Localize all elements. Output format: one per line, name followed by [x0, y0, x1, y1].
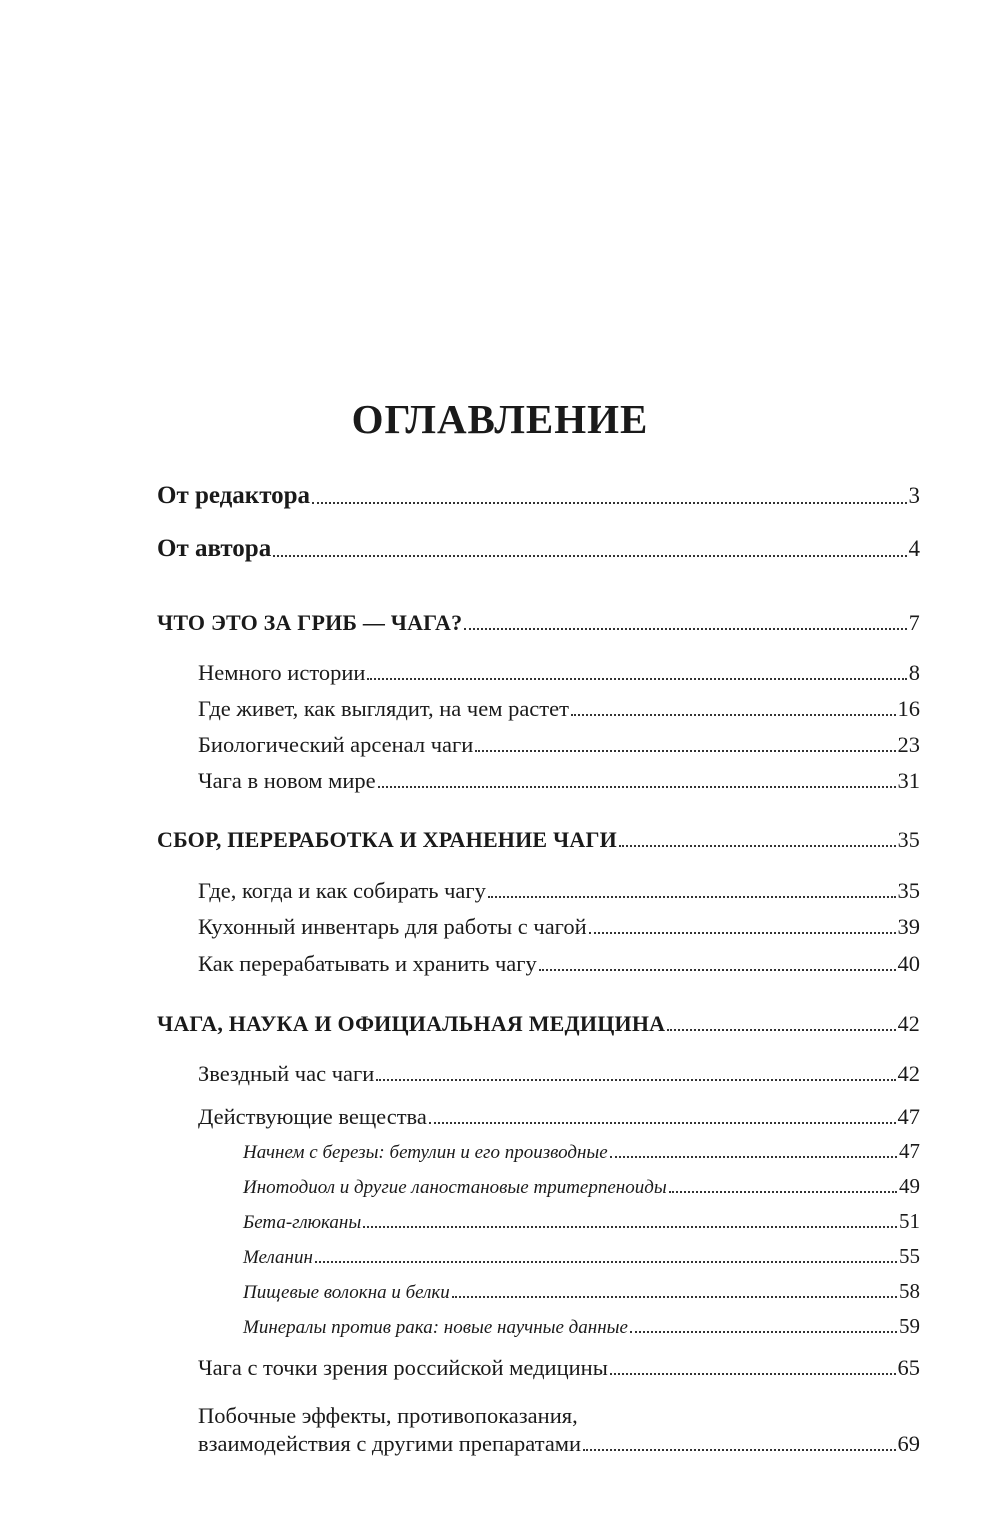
leader-dots	[452, 1296, 897, 1298]
toc-page-number: 35	[897, 827, 920, 852]
toc-page-number: 8	[908, 660, 920, 685]
toc-page-number: 40	[897, 951, 920, 976]
leader-dots	[667, 1029, 895, 1031]
toc-page-number: 58	[899, 1279, 920, 1303]
toc-section-label: Действующие вещества	[198, 1104, 427, 1129]
leader-dots	[610, 1373, 896, 1375]
leader-dots	[571, 714, 896, 716]
toc-page-number: 47	[897, 1104, 920, 1129]
toc-section-label: Немного истории	[198, 660, 366, 685]
leader-dots	[610, 1156, 897, 1158]
leader-dots	[475, 750, 895, 752]
toc-page-number: 49	[899, 1174, 920, 1198]
toc-subsection[interactable]	[243, 1174, 920, 1199]
toc-page-number: 23	[897, 732, 920, 757]
toc-subsection-label: Инотодиол и другие ланостановые тритерпеноиды	[243, 1177, 667, 1198]
toc-section[interactable]	[198, 1431, 920, 1457]
toc-page-number: 3	[908, 483, 920, 508]
leader-dots	[464, 628, 907, 630]
toc-section[interactable]	[198, 878, 920, 904]
leader-dots	[378, 786, 896, 788]
leader-dots	[273, 555, 906, 557]
toc-section[interactable]	[198, 732, 920, 758]
toc-section-label: Как перерабатывать и хранить чагу	[198, 951, 537, 976]
toc-page-number: 39	[897, 914, 920, 939]
leader-dots	[429, 1122, 896, 1124]
toc-label: От редактора	[157, 482, 311, 509]
toc-section-label: Где живет, как выглядит, на чем растет	[198, 696, 569, 721]
toc-subsection-label: Бета-глюканы	[243, 1212, 362, 1233]
toc-page-number: 31	[897, 768, 920, 793]
toc-entry-from-editor[interactable]	[157, 482, 920, 510]
toc-section-label: Чага в новом мире	[198, 768, 376, 793]
toc-page-number: 47	[899, 1139, 920, 1163]
toc-section-label: Чага с точки зрения российской медицины	[198, 1355, 608, 1380]
toc-chapter-2[interactable]	[157, 827, 920, 853]
leader-dots	[583, 1449, 895, 1451]
toc-chapter-3[interactable]	[157, 1011, 920, 1037]
toc-subsection-label: Меланин	[243, 1247, 313, 1268]
toc-chapter-1[interactable]	[157, 610, 920, 636]
toc-page-number: 4	[908, 536, 920, 561]
toc-subsection[interactable]	[243, 1244, 920, 1269]
toc-page-number: 35	[897, 878, 920, 903]
toc-page-number: 65	[897, 1355, 920, 1380]
leader-dots	[312, 502, 906, 504]
leader-dots	[589, 932, 896, 934]
toc-section[interactable]	[198, 660, 920, 686]
toc-page-number: 7	[908, 610, 920, 635]
toc-subsection[interactable]	[243, 1209, 920, 1234]
toc-subsection-label: Начнем с березы: бетулин и его производные	[243, 1142, 608, 1163]
toc-section-label-line2: взаимодействия с другими препаратами	[198, 1431, 582, 1456]
toc-section-label: Где, когда и как собирать чагу	[198, 878, 486, 903]
toc-page-number: 51	[899, 1209, 920, 1233]
toc-page-number: 55	[899, 1244, 920, 1268]
toc-section[interactable]	[198, 1355, 920, 1381]
toc-section[interactable]	[198, 914, 920, 940]
leader-dots	[488, 896, 896, 898]
leader-dots	[367, 678, 906, 680]
toc-page-number: 42	[897, 1061, 920, 1086]
toc-subsection-label: Пищевые волокна и белки	[243, 1282, 450, 1303]
toc-section[interactable]	[198, 1104, 920, 1130]
toc-subsection[interactable]	[243, 1279, 920, 1304]
toc-subsection[interactable]	[243, 1314, 920, 1339]
toc-section[interactable]	[198, 951, 920, 977]
toc-section-label: Биологический арсенал чаги	[198, 732, 474, 757]
leader-dots	[539, 969, 896, 971]
toc-label: От автора	[157, 535, 272, 562]
toc-entry-from-author[interactable]	[157, 535, 920, 563]
leader-dots	[630, 1331, 897, 1333]
toc-page-number: 16	[897, 696, 920, 721]
toc-section-label: Звездный час чаги	[198, 1061, 375, 1086]
toc-section[interactable]	[198, 768, 920, 794]
toc-section[interactable]	[198, 1061, 920, 1087]
toc-chapter-label: ЧАГА, НАУКА И ОФИЦИАЛЬНАЯ МЕДИЦИНА	[157, 1011, 666, 1036]
leader-dots	[376, 1079, 895, 1081]
toc-page-number: 59	[899, 1314, 920, 1338]
leader-dots	[315, 1261, 897, 1263]
toc-section-label-line1[interactable]: Побочные эффекты, противопоказания,	[198, 1403, 578, 1428]
toc-subsection[interactable]	[243, 1139, 920, 1164]
toc-page-number: 42	[897, 1011, 920, 1036]
toc-chapter-label: ЧТО ЭТО ЗА ГРИБ — ЧАГА?	[157, 610, 463, 635]
toc-chapter-label: СБОР, ПЕРЕРАБОТКА И ХРАНЕНИЕ ЧАГИ	[157, 827, 617, 852]
toc-page-number: 69	[897, 1431, 920, 1456]
leader-dots	[669, 1191, 897, 1193]
leader-dots	[619, 845, 896, 847]
toc-section-label: Кухонный инвентарь для работы с чагой	[198, 914, 587, 939]
leader-dots	[363, 1226, 897, 1228]
page-title: ОГЛАВЛЕНИЕ	[351, 396, 649, 442]
toc-subsection-label: Минералы против рака: новые научные данные	[243, 1317, 628, 1338]
toc-section[interactable]	[198, 696, 920, 722]
